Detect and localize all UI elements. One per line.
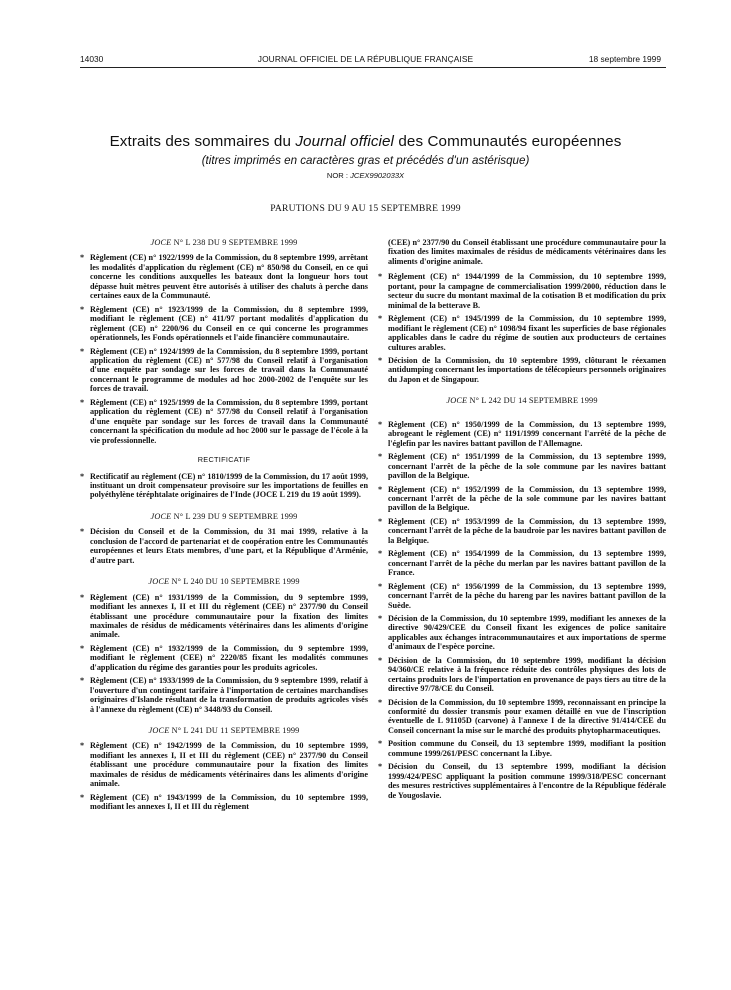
right-column bbox=[378, 238, 666, 804]
list-item bbox=[378, 656, 666, 694]
asterisk-icon: * bbox=[378, 697, 383, 707]
section-heading bbox=[80, 726, 368, 735]
item-text: Règlement (CE) n° 1951/1999 de la Commission, du 13 septembre 1999, concernant l'arrêt de la pêche de la sole commune par les navires battant pavillon de la Belgique. bbox=[388, 452, 666, 481]
page-title bbox=[0, 133, 731, 150]
list-item bbox=[80, 593, 368, 640]
asterisk-icon: * bbox=[80, 792, 85, 802]
list-item bbox=[378, 614, 666, 652]
joce-label: JOCE bbox=[150, 511, 172, 521]
item-text: Règlement (CE) n° 1932/1999 de la Commission, du 9 septembre 1999, modifiant le règlement (CEE) n° 2220/85 fixant les modalités communes d'application du régime des garanties pour les produits agricoles. bbox=[90, 643, 368, 672]
joce-label: JOCE bbox=[148, 577, 170, 587]
asterisk-icon: * bbox=[378, 549, 383, 559]
list-item bbox=[378, 698, 666, 736]
list-item bbox=[80, 793, 368, 812]
item-text: Décision de la Commission, du 10 septembre 1999, modifiant les annexes de la directive 90/429/CEE du Conseil fixant les exigences de police sanitaire applicables aux échanges intracommunautaires et aux importations de sperme d'animaux de l'espèce porcine. bbox=[388, 613, 666, 652]
left-column bbox=[80, 238, 368, 816]
list-item bbox=[378, 582, 666, 610]
section-heading bbox=[80, 238, 368, 247]
list-item bbox=[80, 676, 368, 714]
asterisk-icon: * bbox=[80, 397, 85, 407]
item-text: Décision de la Commission, du 10 septembre 1999, clôturant le réexamen antidumping concernant les importations de télécopieurs personnels originaires du Japon et de Singapour. bbox=[388, 355, 666, 384]
list-item bbox=[378, 314, 666, 352]
item-text: Règlement (CE) n° 1933/1999 de la Commission, du 9 septembre 1999, relatif à l'ouverture d'un contingent tarifaire à l'importation de certaines marchandises originaires d'Islande résultant de la transformation de produits agricoles visés à l'annexe du règlement (CE) n° 3448/93 du Conseil. bbox=[90, 676, 368, 714]
title-part: Extraits des sommaires du bbox=[109, 133, 296, 150]
item-text: Règlement (CE) n° 1924/1999 de la Commission, du 8 septembre 1999, portant application du règlement (CE) n° 577/98 du Conseil relatif à l'organisation d'une enquête par sondage sur les forces de travail dans la Communauté concernant le programme de modules ad hoc 2000-2002 de l'enquête sur les forces de travail. bbox=[90, 346, 368, 394]
list-item bbox=[80, 472, 368, 500]
list-item bbox=[80, 305, 368, 343]
asterisk-icon: * bbox=[378, 452, 383, 462]
item-text: Décision du Conseil, du 13 septembre 1999, modifiant la décision 1999/424/PESC appliquant la position commune 1999/318/PESC concernant des mesures restrictives supplémentaires à l'encontre de la République fédérale de Yougoslavie. bbox=[388, 762, 666, 800]
asterisk-icon: * bbox=[80, 741, 85, 751]
asterisk-icon: * bbox=[80, 527, 85, 537]
item-text: Règlement (CE) n° 1943/1999 de la Commission, du 10 septembre 1999, modifiant les annexes I, II et III du règlement bbox=[90, 792, 368, 812]
item-text: Règlement (CE) n° 1950/1999 de la Commission, du 13 septembre 1999, abrogeant le règlement (CE) n° 1191/1999 concernant l'arrêté de la pêche de l'églefin par les navires battant pavillon de l'Allemagne. bbox=[388, 419, 666, 448]
asterisk-icon: * bbox=[378, 355, 383, 365]
asterisk-icon: * bbox=[378, 739, 383, 749]
section-ref: N° L 241 DU 11 SEPTEMBRE 1999 bbox=[169, 726, 300, 736]
list-item bbox=[378, 420, 666, 448]
section-ref: N° L 240 DU 10 SEPTEMBRE 1999 bbox=[169, 577, 300, 587]
joce-label: JOCE bbox=[150, 238, 172, 247]
item-text: Règlement (CE) n° 1956/1999 de la Commission, du 13 septembre 1999, concernant l'arrêt de la pêche du hareng par les navires battant pavillon de la Suède. bbox=[388, 581, 666, 610]
item-text: Règlement (CE) n° 1925/1999 de la Commission, du 8 septembre 1999, portant application du règlement (CE) n° 577/98 du Conseil relatif à l'organisation d'une enquête par sondage sur les forces de travail dans la Communauté concernant la spécification du module ad hoc 2000 sur le passage de l'école à la vie professionnelle. bbox=[90, 397, 368, 445]
parutions-heading: PARUTIONS DU 9 AU 15 SEPTEMBRE 1999 bbox=[270, 203, 461, 214]
asterisk-icon: * bbox=[378, 762, 383, 772]
page-number: 14030 bbox=[80, 54, 104, 64]
section-heading bbox=[80, 577, 368, 586]
list-item bbox=[378, 517, 666, 545]
asterisk-icon: * bbox=[378, 655, 383, 665]
asterisk-icon: * bbox=[378, 581, 383, 591]
asterisk-icon: * bbox=[378, 419, 383, 429]
section-ref: N° L 242 DU 14 SEPTEMBRE 1999 bbox=[467, 396, 598, 406]
asterisk-icon: * bbox=[378, 613, 383, 623]
list-item bbox=[378, 452, 666, 480]
section-ref: N° L 239 DU 9 SEPTEMBRE 1999 bbox=[171, 511, 298, 521]
list-item bbox=[80, 253, 368, 300]
section-ref: N° L 238 DU 9 SEPTEMBRE 1999 bbox=[171, 238, 298, 247]
asterisk-icon: * bbox=[378, 516, 383, 526]
list-item bbox=[80, 741, 368, 788]
list-item bbox=[378, 356, 666, 384]
item-text: Règlement (CE) n° 1931/1999 de la Commission, du 9 septembre 1999, modifiant les annexes I, II et III du règlement (CEE) n° 2377/90 du Conseil établissant une procédure communautaire pour la fixation des limites maximales de résidus de médicaments vétérinaires dans les aliments d'origine animale. bbox=[90, 592, 368, 640]
section-heading bbox=[378, 396, 666, 405]
list-item bbox=[378, 485, 666, 513]
list-item bbox=[80, 398, 368, 445]
issue-date: 18 septembre 1999 bbox=[588, 54, 661, 64]
item-text: Règlement (CE) n° 1923/1999 de la Commission, du 8 septembre 1999, modifiant le règlement (CE) n° 411/97 portant modalités d'application du règlement (CE) n° 2200/96 du Conseil en ce qui concerne les programmes opérationnels, les Fonds opérationnels et l'aide financière communautaire. bbox=[90, 304, 368, 343]
list-item bbox=[378, 272, 666, 310]
rectificatif-heading: RECTIFICATIF bbox=[197, 455, 251, 465]
item-text: Règlement (CE) n° 1952/1999 de la Commission, du 13 septembre 1999, concernant l'arrêt de la pêche de la sole commune par les navires battant pavillon de la Belgique. bbox=[388, 484, 666, 513]
nor-label: NOR : bbox=[326, 171, 351, 180]
continued-item-text: (CEE) n° 2377/90 du Conseil établissant une procédure communautaire pour la fixation des limites maximales de résidus de médicaments vétérinaires dans les aliments d'origine animale. bbox=[388, 238, 666, 266]
journal-title: JOURNAL OFFICIEL DE LA RÉPUBLIQUE FRANÇAISE bbox=[257, 54, 474, 64]
title-italic-part: Journal officiel bbox=[295, 133, 395, 150]
list-item bbox=[378, 549, 666, 577]
joce-label: JOCE bbox=[446, 396, 468, 406]
item-text: Décision du Conseil et de la Commission, du 31 mai 1999, relative à la conclusion de l'accord de partenariat et de coopération entre les Communautés européennes et leurs Etats membres, d'une part, et la République d'Arménie, d'autre part. bbox=[90, 527, 368, 565]
page-subtitle: (titres imprimés en caractères gras et précédés d'un astérisque) bbox=[201, 154, 530, 167]
list-item bbox=[80, 527, 368, 565]
list-item bbox=[80, 644, 368, 672]
asterisk-icon: * bbox=[80, 304, 85, 314]
asterisk-icon: * bbox=[80, 643, 85, 653]
nor-code: JCEX9902033X bbox=[350, 171, 405, 180]
asterisk-icon: * bbox=[80, 346, 85, 356]
item-text: Règlement (CE) n° 1953/1999 de la Commission, du 13 septembre 1999, concernant l'arrêt de la pêche de la baudroie par les navires battant pavillon de la Belgique. bbox=[388, 516, 666, 545]
item-text: Règlement (CE) n° 1942/1999 de la Commission, du 10 septembre 1999, modifiant les annexes I, II et III du règlement (CEE) n° 2377/90 du Conseil établissant une procédure communautaire pour la fixation des limites maximales de résidus de médicaments vétérinaires dans les aliments d'origine animale. bbox=[90, 741, 368, 789]
item-text: Règlement (CE) n° 1922/1999 de la Commission, du 8 septembre 1999, arrêtant les modalités d'application du règlement (CE) n° 850/98 du Conseil, en ce qui concerne les conditions auxquelles les bateaux dont la longueur hors tout dépasse huit mètres peuvent être autorisés à utiliser des chaluts à perche dans certaines eaux de la Communauté. bbox=[90, 253, 368, 301]
asterisk-icon: * bbox=[80, 471, 85, 481]
item-text: Décision de la Commission, du 10 septembre 1999, modifiant la décision 94/360/CE relative à la fréquence réduite des contrôles physiques des lots de certains produits lors de l'importation en provenance de pays tiers au titre de la directive 97/78/CE du Conseil. bbox=[388, 655, 666, 694]
item-text: Règlement (CE) n° 1945/1999 de la Commission, du 10 septembre 1999, modifiant le règlement (CE) n° 1098/94 fixant les superficies de base régionales applicables dans le cadre du régime de soutien aux producteurs de certaines cultures arables. bbox=[388, 314, 666, 352]
item-text: Décision de la Commission, du 10 septembre 1999, reconnaissant en principe la conformité du dossier transmis pour examen détaillé en vue de l'inscription éventuelle de L 91105D (carvone) à l'annexe I de la directive 91/414/CEE du Conseil concernant la mise sur le marché des produits phytopharmaceutiques. bbox=[388, 697, 666, 735]
header-rule bbox=[80, 67, 666, 68]
nor-reference bbox=[0, 171, 731, 180]
joce-label: JOCE bbox=[148, 726, 170, 736]
list-item bbox=[378, 762, 666, 800]
item-text: Règlement (CE) n° 1944/1999 de la Commission, du 10 septembre 1999, portant, pour la campagne de commercialisation 1999/2000, réduction dans le secteur du sucre du montant maximal de la cotisation B et modification du prix minimal de la betterave B. bbox=[388, 272, 666, 310]
asterisk-icon: * bbox=[378, 272, 383, 282]
list-item bbox=[378, 739, 666, 758]
asterisk-icon: * bbox=[80, 253, 85, 263]
item-text: Rectificatif au règlement (CE) n° 1810/1999 de la Commission, du 17 août 1999, instituant un droit compensateur provisoire sur les importations de feuilles en polyéthylène téréphtalate originaires de l'Inde (JOCE L 219 du 19 août 1999). bbox=[90, 471, 368, 500]
item-text: Position commune du Conseil, du 13 septembre 1999, modifiant la position commune 1999/261/PESC concernant la Libye. bbox=[388, 739, 666, 758]
asterisk-icon: * bbox=[378, 484, 383, 494]
asterisk-icon: * bbox=[80, 676, 85, 686]
asterisk-icon: * bbox=[378, 314, 383, 324]
title-part: des Communautés européennes bbox=[394, 133, 622, 150]
list-item bbox=[80, 347, 368, 394]
section-heading bbox=[80, 512, 368, 521]
item-text: Règlement (CE) n° 1954/1999 de la Commission, du 13 septembre 1999, concernant l'arrêt de la pêche du merlan par les navires battant pavillon de la France. bbox=[388, 549, 666, 578]
asterisk-icon: * bbox=[80, 592, 85, 602]
